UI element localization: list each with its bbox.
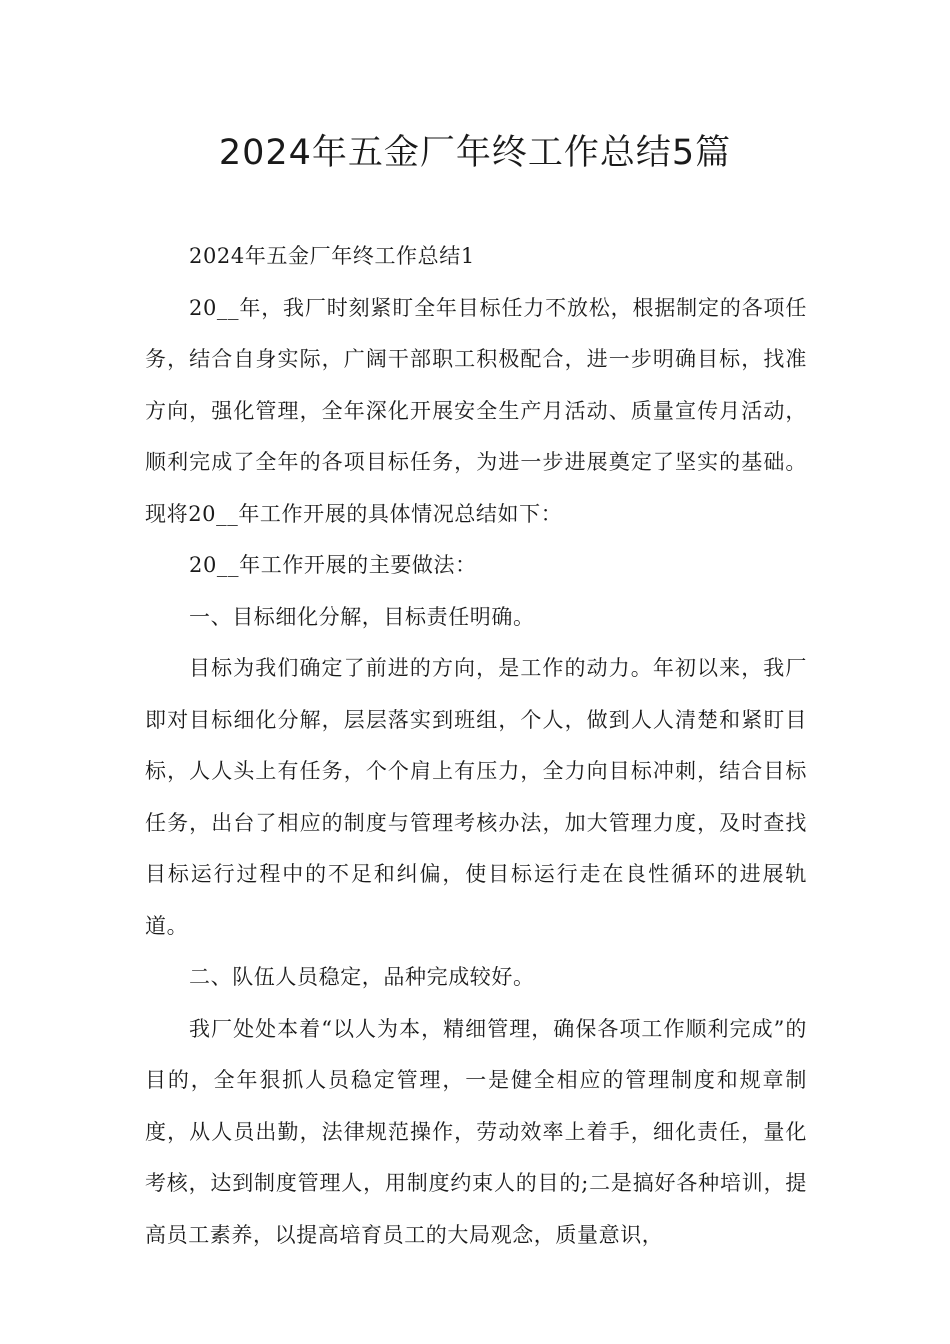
paragraph: 我厂处处本着“以人为本，精细管理，确保各项工作顺利完成”的目的，全年狠抓人员稳定管理，一是健全相应的管理制度和规章制度，从人员出勤，法律规范操作，劳动效率上着手，细化责任，量化考核，达到制度管理人，用制度约束人的目的;二是搞好各种培训，提高员工素养，以提高培育员工的大局观念，质量意识， <box>145 1016 807 1247</box>
paragraph-heading: 一、目标细化分解，目标责任明确。 <box>189 604 535 629</box>
paragraph: 目标为我们确定了前进的方向，是工作的动力。年初以来，我厂即对目标细化分解，层层落实到班组，个人，做到人人清楚和紧盯目标，人人头上有任务，个个肩上有压力，全力向目标冲刺，结合目标任务，出台了相应的制度与管理考核办法，加大管理力度，及时查找目标运行过程中的不足和纠偏，使目标运行走在良性循环的进展轨道。 <box>145 656 807 938</box>
document-body <box>145 231 807 1261</box>
document-title: 2024年五金厂年终工作总结5篇 <box>218 133 732 173</box>
paragraph: 20__年工作开展的主要做法： <box>189 553 477 577</box>
paragraph-heading: 二、队伍人员稳定，品种完成较好。 <box>189 965 535 989</box>
paragraph: 20__年，我厂时刻紧盯全年目标任力不放松，根据制定的各项任务，结合自身实际，广阔干部职工积极配合，进一步明确目标，找准方向，强化管理，全年深化开展安全生产月活动、质量宣传月活动，顺利完成了全年的各项目标任务，为进一步进展奠定了坚实的基础。现将20__年工作开展的具体情况总结如下： <box>145 295 807 526</box>
section-heading: 2024年五金厂年终工作总结1 <box>189 244 475 268</box>
